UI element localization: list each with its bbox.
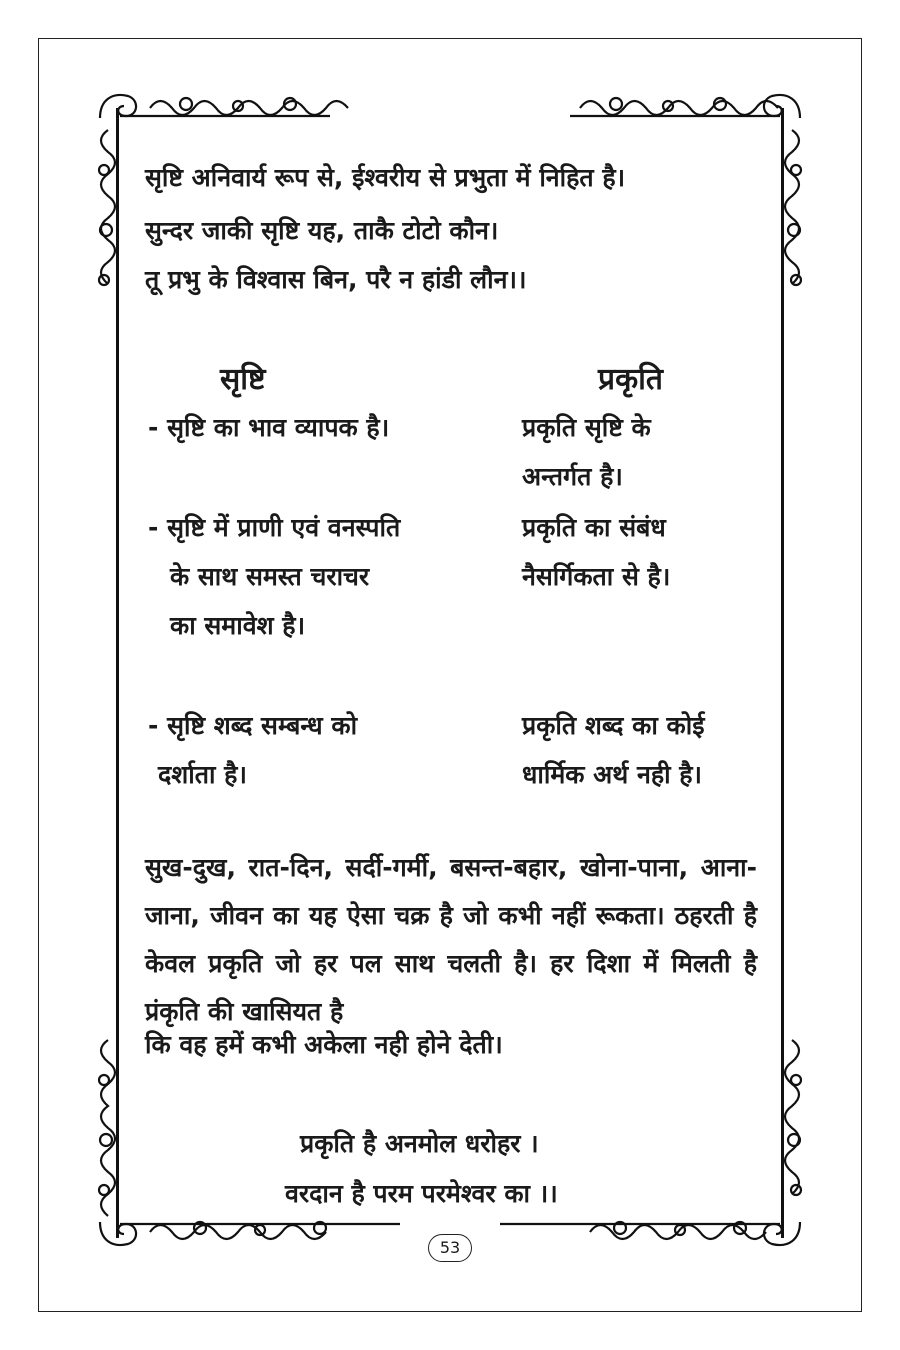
- srishti-point-2-line-1: - सृष्टि में प्राणी एवं वनस्पति: [148, 513, 401, 542]
- srishti-point-2-line-3: का समावेश है।: [170, 611, 306, 640]
- prakriti-point-2-line-1: प्रकृति का संबंध: [522, 513, 666, 542]
- intro-line-2: सुन्दर जाकी सृष्टि यह, ताकै टोटो कौन।: [145, 216, 499, 245]
- life-cycle-paragraph: सुख-दुख, रात-दिन, सर्दी-गर्मी, बसन्त-बहार, खोना-पाना, आना-जाना, जीवन का यह ऐसा चक्र है जो कभी नहीं रूकता। ठहरती है केवल प्रकृति जो हर पल साथ चलती है। हर दिशा में मिलती है प्रंकृति की खासियत है: [145, 853, 757, 1026]
- srishti-point-1: - सृष्टि का भाव व्यापक है।: [148, 413, 390, 442]
- prakriti-point-1-line-2: अन्तर्गत है।: [522, 462, 623, 491]
- prakriti-point-3-line-2: धार्मिक अर्थ नही है।: [522, 760, 703, 789]
- page-number: 53: [428, 1234, 472, 1262]
- intro-line-3: तू प्रभु के विश्वास बिन, परै न हांडी लौन।।: [145, 265, 527, 294]
- intro-line-1: सृष्टि अनिवार्य रूप से, ईश्वरीय से प्रभुता में निहित है।: [145, 163, 626, 192]
- prakriti-point-3-line-1: प्रकृति शब्द का कोई: [522, 711, 705, 740]
- prakriti-point-1-line-1: प्रकृति सृष्टि के: [522, 413, 651, 442]
- srishti-point-3-line-2: दर्शाता है।: [158, 760, 247, 789]
- closing-couplet-line-1: प्रकृति है अनमोल धरोहर ।: [300, 1129, 539, 1158]
- heading-srishti: सृष्टि: [220, 362, 266, 397]
- prakriti-point-2-line-2: नैसर्गिकता से है।: [522, 562, 671, 591]
- srishti-point-3-line-1: - सृष्टि शब्द सम्बन्ध को: [148, 711, 358, 740]
- closing-couplet-line-2: वरदान है परम परमेश्वर का ।।: [285, 1179, 558, 1208]
- heading-prakriti: प्रकृति: [598, 362, 663, 397]
- life-cycle-paragraph-last-line: कि वह हमें कभी अकेला नही होने देती।: [145, 1030, 503, 1059]
- srishti-point-2-line-2: के साथ समस्त चराचर: [170, 562, 370, 591]
